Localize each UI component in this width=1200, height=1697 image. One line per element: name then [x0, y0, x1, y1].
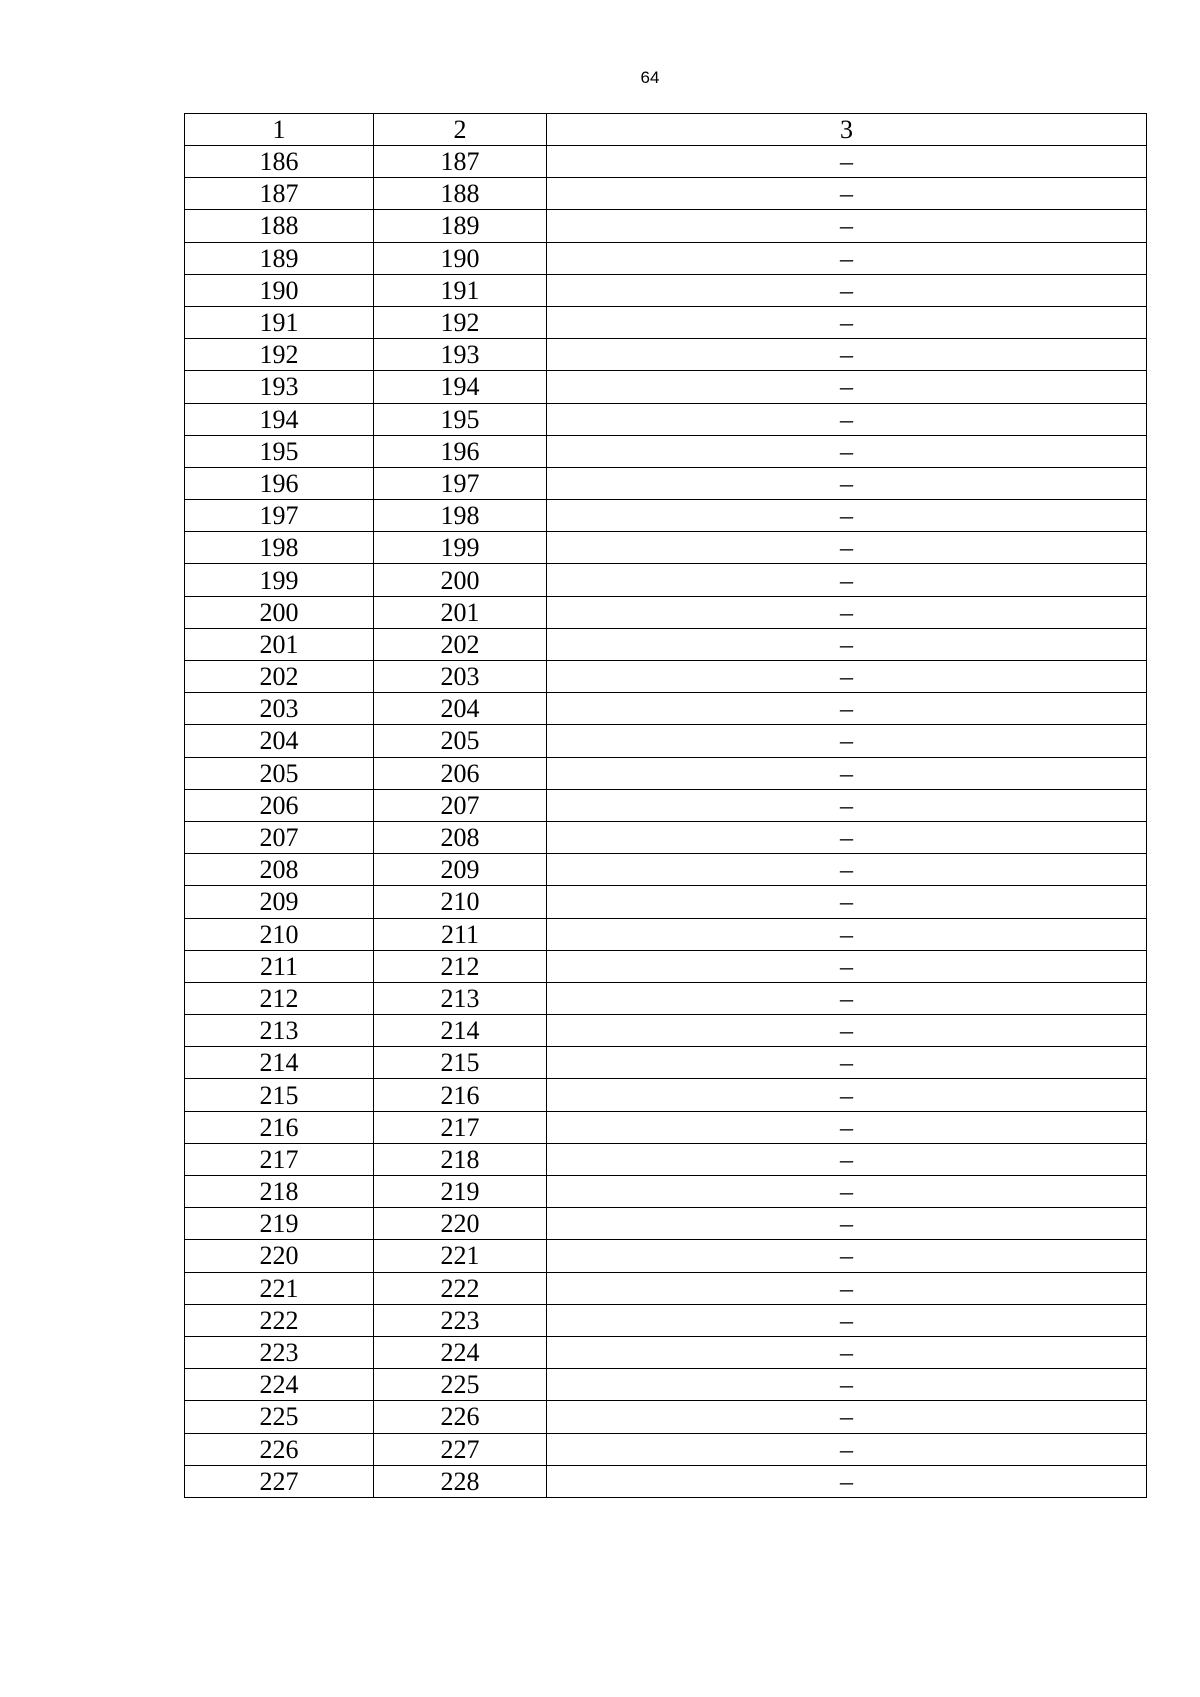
table-cell-col-2: 209: [374, 854, 547, 886]
table-cell-col-2: 193: [374, 339, 547, 371]
table-cell-col-1: 200: [185, 596, 374, 628]
table-cell-col-1: 213: [185, 1015, 374, 1047]
table-cell-col-3: –: [547, 1272, 1147, 1304]
table-cell-col-2: 227: [374, 1433, 547, 1465]
table-row: [185, 789, 1147, 821]
table-cell-col-3: –: [547, 1465, 1147, 1497]
table-cell-col-1: 198: [185, 532, 374, 564]
table-cell-col-1: 207: [185, 821, 374, 853]
table-cell-col-3: –: [547, 532, 1147, 564]
table-cell-col-3: –: [547, 789, 1147, 821]
table-cell-col-1: 204: [185, 725, 374, 757]
table-cell-col-3: –: [547, 693, 1147, 725]
table-cell-col-2: 218: [374, 1143, 547, 1175]
table-row: [185, 950, 1147, 982]
table-row: [185, 500, 1147, 532]
table-cell-col-2: 228: [374, 1465, 547, 1497]
table-cell-col-1: 219: [185, 1208, 374, 1240]
table-cell-col-3: –: [547, 1111, 1147, 1143]
table-cell-col-2: 194: [374, 371, 547, 403]
table-cell-col-3: –: [547, 661, 1147, 693]
table-cell-col-2: 217: [374, 1111, 547, 1143]
table-row: [185, 1272, 1147, 1304]
table-cell-col-1: 210: [185, 918, 374, 950]
table-row: [185, 661, 1147, 693]
table-cell-col-3: –: [547, 1304, 1147, 1336]
table-cell-col-3: –: [547, 500, 1147, 532]
data-table-container: [184, 113, 1147, 1498]
column-header-1: 1: [185, 114, 374, 146]
table-cell-col-3: –: [547, 1047, 1147, 1079]
table-row: [185, 854, 1147, 886]
table-cell-col-3: –: [547, 242, 1147, 274]
table-row: [185, 467, 1147, 499]
table-cell-col-1: 187: [185, 178, 374, 210]
table-cell-col-2: 215: [374, 1047, 547, 1079]
table-cell-col-2: 202: [374, 628, 547, 660]
table-cell-col-3: –: [547, 918, 1147, 950]
table-cell-col-2: 214: [374, 1015, 547, 1047]
table-cell-col-1: 189: [185, 242, 374, 274]
table-cell-col-3: –: [547, 854, 1147, 886]
table-cell-col-3: –: [547, 1143, 1147, 1175]
table-cell-col-3: –: [547, 210, 1147, 242]
table-cell-col-1: 199: [185, 564, 374, 596]
table-cell-col-3: –: [547, 628, 1147, 660]
table-cell-col-3: –: [547, 1433, 1147, 1465]
table-cell-col-2: 213: [374, 982, 547, 1014]
table-cell-col-2: 199: [374, 532, 547, 564]
table-cell-col-3: –: [547, 757, 1147, 789]
table-cell-col-2: 192: [374, 306, 547, 338]
table-cell-col-2: 203: [374, 661, 547, 693]
page-number: 64: [640, 68, 660, 87]
table-cell-col-3: –: [547, 146, 1147, 178]
table-cell-col-1: 214: [185, 1047, 374, 1079]
table-cell-col-1: 224: [185, 1369, 374, 1401]
table-cell-col-1: 197: [185, 500, 374, 532]
table-cell-col-3: –: [547, 1336, 1147, 1368]
table-cell-col-3: –: [547, 1240, 1147, 1272]
table-row: [185, 564, 1147, 596]
table-cell-col-1: 211: [185, 950, 374, 982]
table-cell-col-3: –: [547, 1401, 1147, 1433]
table-header-row: [185, 114, 1147, 146]
table-cell-col-3: –: [547, 1079, 1147, 1111]
table-row: [185, 1369, 1147, 1401]
table-cell-col-1: 206: [185, 789, 374, 821]
table-cell-col-3: –: [547, 725, 1147, 757]
table-row: [185, 693, 1147, 725]
table-cell-col-2: 205: [374, 725, 547, 757]
table-row: [185, 757, 1147, 789]
table-row: [185, 596, 1147, 628]
table-cell-col-3: –: [547, 821, 1147, 853]
data-table: [184, 113, 1147, 1498]
table-row: [185, 403, 1147, 435]
table-cell-col-1: 209: [185, 886, 374, 918]
table-cell-col-1: 191: [185, 306, 374, 338]
table-cell-col-1: 220: [185, 1240, 374, 1272]
table-row: [185, 306, 1147, 338]
table-cell-col-2: 222: [374, 1272, 547, 1304]
table-cell-col-2: 224: [374, 1336, 547, 1368]
table-cell-col-1: 195: [185, 435, 374, 467]
table-cell-col-1: 205: [185, 757, 374, 789]
table-cell-col-1: 203: [185, 693, 374, 725]
table-cell-col-2: 195: [374, 403, 547, 435]
table-cell-col-2: 206: [374, 757, 547, 789]
table-cell-col-2: 219: [374, 1176, 547, 1208]
table-row: [185, 628, 1147, 660]
table-cell-col-3: –: [547, 371, 1147, 403]
table-row: [185, 1015, 1147, 1047]
table-cell-col-3: –: [547, 886, 1147, 918]
table-cell-col-1: 223: [185, 1336, 374, 1368]
table-row: [185, 210, 1147, 242]
table-row: [185, 1176, 1147, 1208]
table-row: [185, 1208, 1147, 1240]
table-row: [185, 1465, 1147, 1497]
table-row: [185, 435, 1147, 467]
table-cell-col-1: 215: [185, 1079, 374, 1111]
table-row: [185, 532, 1147, 564]
table-cell-col-2: 188: [374, 178, 547, 210]
table-cell-col-3: –: [547, 403, 1147, 435]
table-cell-col-2: 220: [374, 1208, 547, 1240]
table-row: [185, 1240, 1147, 1272]
table-cell-col-2: 201: [374, 596, 547, 628]
table-row: [185, 1111, 1147, 1143]
table-cell-col-2: 187: [374, 146, 547, 178]
table-cell-col-1: 202: [185, 661, 374, 693]
table-cell-col-1: 225: [185, 1401, 374, 1433]
table-cell-col-3: –: [547, 306, 1147, 338]
table-row: [185, 1047, 1147, 1079]
table-cell-col-2: 226: [374, 1401, 547, 1433]
table-cell-col-1: 196: [185, 467, 374, 499]
table-cell-col-2: 212: [374, 950, 547, 982]
table-cell-col-3: –: [547, 950, 1147, 982]
table-cell-col-1: 222: [185, 1304, 374, 1336]
table-cell-col-3: –: [547, 564, 1147, 596]
table-cell-col-1: 212: [185, 982, 374, 1014]
table-row: [185, 821, 1147, 853]
table-cell-col-3: –: [547, 1015, 1147, 1047]
table-row: [185, 1304, 1147, 1336]
table-row: [185, 725, 1147, 757]
table-row: [185, 886, 1147, 918]
table-cell-col-2: 210: [374, 886, 547, 918]
table-cell-col-1: 190: [185, 274, 374, 306]
table-cell-col-1: 208: [185, 854, 374, 886]
table-cell-col-2: 200: [374, 564, 547, 596]
table-cell-col-1: 217: [185, 1143, 374, 1175]
table-cell-col-1: 227: [185, 1465, 374, 1497]
table-row: [185, 146, 1147, 178]
table-cell-col-1: 194: [185, 403, 374, 435]
table-row: [185, 1336, 1147, 1368]
table-row: [185, 1433, 1147, 1465]
table-row: [185, 371, 1147, 403]
table-cell-col-1: 221: [185, 1272, 374, 1304]
table-cell-col-2: 189: [374, 210, 547, 242]
table-cell-col-3: –: [547, 178, 1147, 210]
table-cell-col-2: 197: [374, 467, 547, 499]
table-cell-col-2: 223: [374, 1304, 547, 1336]
table-row: [185, 274, 1147, 306]
table-row: [185, 1401, 1147, 1433]
table-cell-col-1: 216: [185, 1111, 374, 1143]
table-cell-col-3: –: [547, 1176, 1147, 1208]
table-cell-col-2: 211: [374, 918, 547, 950]
table-row: [185, 339, 1147, 371]
table-cell-col-2: 207: [374, 789, 547, 821]
table-row: [185, 242, 1147, 274]
table-cell-col-1: 226: [185, 1433, 374, 1465]
table-cell-col-1: 201: [185, 628, 374, 660]
table-cell-col-3: –: [547, 274, 1147, 306]
table-row: [185, 178, 1147, 210]
table-cell-col-3: –: [547, 1208, 1147, 1240]
table-cell-col-2: 216: [374, 1079, 547, 1111]
table-cell-col-3: –: [547, 467, 1147, 499]
table-cell-col-2: 204: [374, 693, 547, 725]
table-cell-col-3: –: [547, 339, 1147, 371]
table-cell-col-2: 191: [374, 274, 547, 306]
table-cell-col-2: 198: [374, 500, 547, 532]
table-cell-col-3: –: [547, 982, 1147, 1014]
table-cell-col-1: 192: [185, 339, 374, 371]
table-cell-col-2: 190: [374, 242, 547, 274]
table-row: [185, 1079, 1147, 1111]
table-row: [185, 918, 1147, 950]
table-cell-col-1: 193: [185, 371, 374, 403]
table-cell-col-1: 186: [185, 146, 374, 178]
table-row: [185, 982, 1147, 1014]
table-cell-col-1: 218: [185, 1176, 374, 1208]
table-cell-col-2: 196: [374, 435, 547, 467]
table-cell-col-2: 225: [374, 1369, 547, 1401]
table-cell-col-1: 188: [185, 210, 374, 242]
column-header-2: 2: [374, 114, 547, 146]
table-cell-col-3: –: [547, 435, 1147, 467]
table-cell-col-3: –: [547, 1369, 1147, 1401]
column-header-3: 3: [547, 114, 1147, 146]
table-row: [185, 1143, 1147, 1175]
table-cell-col-2: 221: [374, 1240, 547, 1272]
table-cell-col-3: –: [547, 596, 1147, 628]
table-cell-col-2: 208: [374, 821, 547, 853]
